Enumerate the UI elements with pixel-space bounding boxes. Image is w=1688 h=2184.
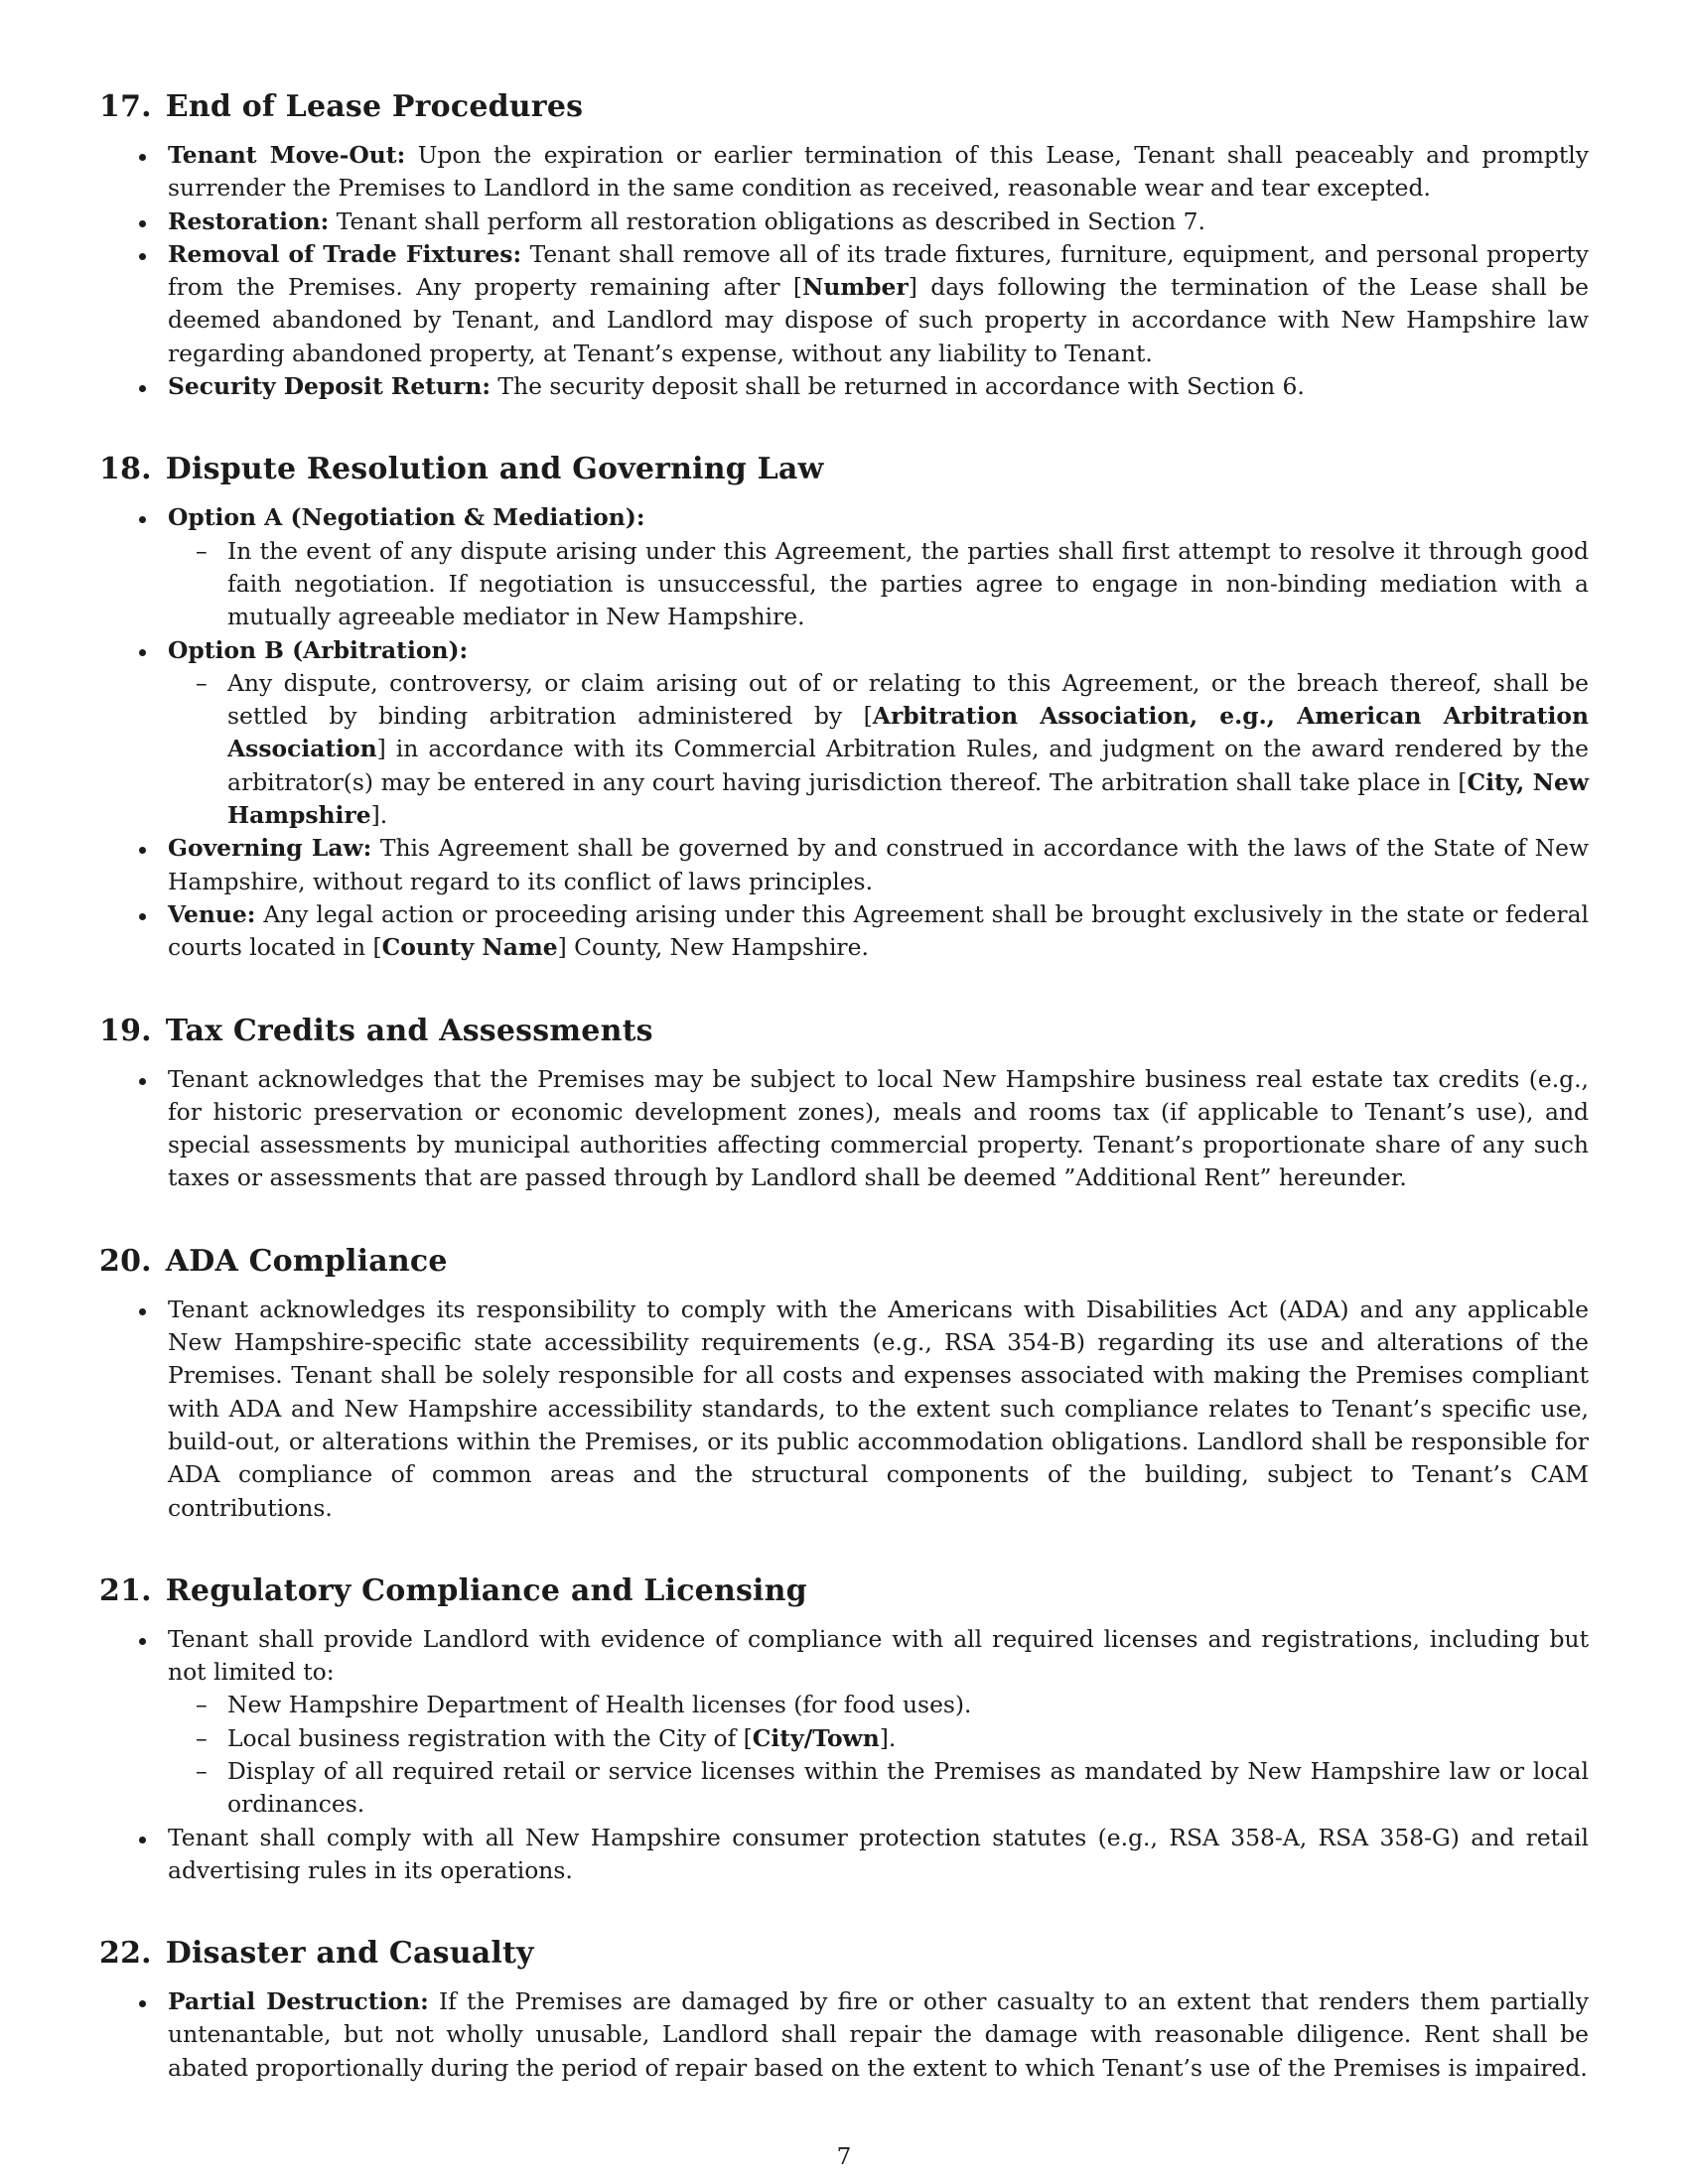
section-number: 18. xyxy=(99,452,152,487)
document-page xyxy=(99,87,1589,2131)
bullet-list xyxy=(99,1623,1589,1887)
section-18 xyxy=(99,450,1589,964)
section-number: 22. xyxy=(99,1936,152,1972)
placeholder-field: Number xyxy=(802,273,909,302)
placeholder-field: City, New Hampshire xyxy=(227,767,1589,830)
list-item xyxy=(99,205,1589,238)
section-title: ADA Compliance xyxy=(165,1243,448,1279)
item-text: Tenant shall remove all of its trade fixtures, furniture, equipment, and personal property from the Premises. Any property remaining after [ xyxy=(168,239,1589,302)
placeholder-field: County Name xyxy=(381,933,558,962)
list-item xyxy=(99,832,1589,898)
item-label: Partial Destruction: xyxy=(168,1987,429,2016)
sub-list-item xyxy=(168,667,1589,832)
section-number: 19. xyxy=(99,1013,152,1048)
item-text: Upon the expiration or earlier termination of this Lease, Tenant shall peaceably and promptly surrender the Premises to Landlord in the same condition as received, reasonable wear and tear excepted. xyxy=(168,141,1589,203)
sub-list-item: – In the event of any dispute arising under this Agreement, the parties shall first attempt to resolve it through good faith negotiation. If negotiation is unsuccessful, the parties agree to engage in non-binding mediation with a mutually agreeable mediator in New Hampshire. xyxy=(168,535,1589,634)
section-heading xyxy=(99,1934,1589,1974)
bullet-list xyxy=(99,1063,1589,1195)
item-text: If the Premises are damaged by fire or other casualty to an extent that renders them partially untenantable, but not wholly unusable, Landlord shall repair the damage with reasonable diligence. Rent shall be abated proportionally during the period of repair based on the extent to which Tenant’s use of the Premises is impaired. xyxy=(168,1987,1589,2082)
item-text: The security deposit shall be returned in accordance with Section 6. xyxy=(491,372,1305,401)
list-item xyxy=(99,898,1589,965)
section-title: Regulatory Compliance and Licensing xyxy=(165,1572,807,1608)
section-20 xyxy=(99,1242,1589,1525)
item-text: ] days following the termination of the Lease shall be deemed abandoned by Tenant, and Landlord may dispose of such property in accordance with New Hampshire law regarding abandoned property, at Tenant’s expense, without any liability to Tenant. xyxy=(168,273,1590,367)
list-item xyxy=(99,139,1589,205)
item-label: Tenant Move-Out: xyxy=(168,141,406,169)
item-text: This Agreement shall be governed by and construed in accordance with the laws of the State of New Hampshire, without regard to its conflict of laws principles. xyxy=(168,834,1589,895)
item-text: ] County, New Hampshire. xyxy=(557,933,869,962)
section-heading xyxy=(99,87,1589,127)
item-text: Any legal action or proceeding arising under this Agreement shall be brought exclusively in the state or federal courts located in [ xyxy=(168,899,1589,962)
section-22 xyxy=(99,1934,1589,2085)
section-heading xyxy=(99,1242,1589,1282)
list-item xyxy=(99,634,1589,833)
section-title: Tax Credits and Assessments xyxy=(165,1013,653,1048)
bullet-list xyxy=(99,139,1589,403)
section-heading xyxy=(99,1012,1589,1051)
item-label: Venue: xyxy=(168,899,256,928)
bullet-list xyxy=(99,501,1589,964)
item-text: Local business registration with the City of [ xyxy=(227,1723,753,1752)
page-number: 7 xyxy=(836,2144,852,2170)
item-text: Any dispute, controversy, or claim arising out of or relating to this Agreement, or the breach thereof, shall be settled by binding arbitration administered by [ xyxy=(227,668,1589,731)
sub-list xyxy=(168,667,1589,832)
item-label: Option B (Arbitration): xyxy=(168,635,469,664)
placeholder-field: City/Town xyxy=(752,1723,880,1752)
section-title: End of Lease Procedures xyxy=(165,89,584,124)
item-label: Governing Law: xyxy=(168,834,372,863)
placeholder-field: Arbitration Association, e.g., American Arbitration Association xyxy=(227,702,1589,763)
section-number: 20. xyxy=(99,1243,152,1279)
sub-list xyxy=(168,535,1589,634)
sub-list-item: – Display of all required retail or service licenses within the Premises as mandated by New Hampshire law or local ordinances. xyxy=(168,1755,1589,1822)
sub-list xyxy=(168,1689,1589,1821)
item-label: Option A (Negotiation & Mediation): xyxy=(168,503,645,532)
item-label: Removal of Trade Fixtures: xyxy=(168,239,522,268)
section-19 xyxy=(99,1012,1589,1195)
section-21 xyxy=(99,1571,1589,1887)
list-item xyxy=(99,1985,1589,2085)
list-item xyxy=(99,1623,1589,1822)
bullet-list xyxy=(99,1294,1589,1525)
section-number: 21. xyxy=(99,1572,152,1608)
item-text: ] in accordance with its Commercial Arbitration Rules, and judgment on the award rendered by the arbitrator(s) may be entered in any court having jurisdiction thereof. The arbitration shall take place in [ xyxy=(227,735,1589,796)
item-text: ]. xyxy=(370,801,388,830)
sub-list-item xyxy=(168,1722,1589,1755)
section-number: 17. xyxy=(99,89,152,124)
bullet-list xyxy=(99,1985,1589,2085)
item-label: Restoration: xyxy=(168,206,330,235)
section-heading xyxy=(99,450,1589,489)
item-label: Security Deposit Return: xyxy=(168,372,491,401)
section-17 xyxy=(99,87,1589,403)
item-text: ]. xyxy=(879,1723,897,1752)
list-item xyxy=(99,238,1589,370)
sub-list-item: – New Hampshire Department of Health licenses (for food uses). xyxy=(168,1689,1589,1721)
section-heading xyxy=(99,1571,1589,1611)
list-item: Tenant acknowledges its responsibility to comply with the Americans with Disabilities Act (ADA) and any applicable New Hampshire-specific state accessibility requirements (e.g., RSA 354-B) regarding its use and alterations of the Premises. Tenant shall be solely responsible for all costs and expenses associated with making the Premises compliant with ADA and New Hampshire accessibility standards, to the extent such compliance relates to Tenant’s specific use, build-out, or alterations within the Premises, or its public accommodation obligations. Landlord shall be responsible for ADA compliance of common areas and the structural components of the building, subject to Tenant’s CAM contributions. xyxy=(99,1294,1589,1525)
item-text: Tenant shall provide Landlord with evidence of compliance with all required licenses and registrations, including but not limited to: xyxy=(168,1624,1589,1687)
section-title: Dispute Resolution and Governing Law xyxy=(165,452,824,487)
item-text: Tenant shall perform all restoration obligations as described in Section 7. xyxy=(329,206,1205,235)
section-title: Disaster and Casualty xyxy=(165,1936,534,1972)
list-item: Tenant acknowledges that the Premises may be subject to local New Hampshire business real estate tax credits (e.g., for historic preservation or economic development zones), meals and rooms tax (if applicable to Tenant’s use), and special assessments by municipal authorities affecting commercial property. Tenant’s proportionate share of any such taxes or assessments that are passed through by Landlord shall be deemed ”Additional Rent” hereunder. xyxy=(99,1063,1589,1195)
list-item: Tenant shall comply with all New Hampshire consumer protection statutes (e.g., RSA 358-A, RSA 358-G) and retail advertising rules in its operations. xyxy=(99,1822,1589,1888)
list-item xyxy=(99,501,1589,633)
list-item xyxy=(99,370,1589,403)
